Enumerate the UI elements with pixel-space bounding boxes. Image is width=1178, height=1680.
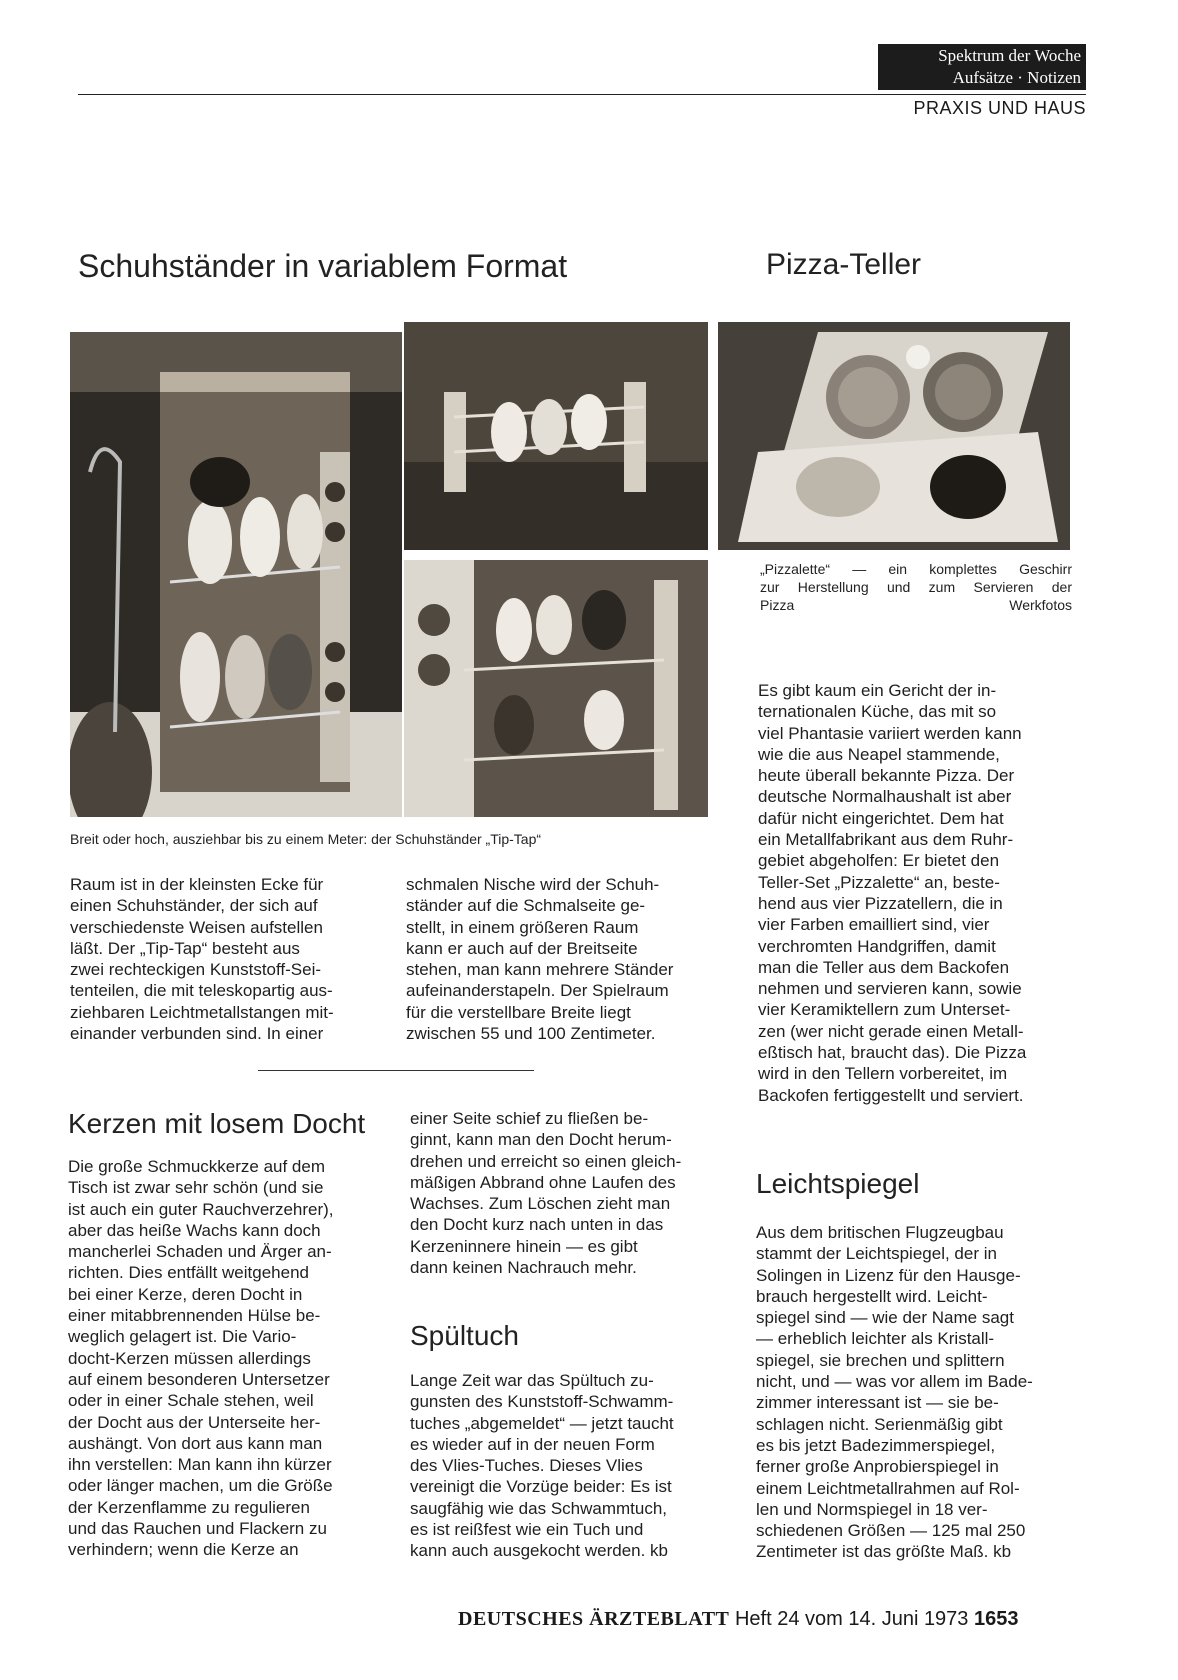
shoe-body-col1: Raum ist in der kleinsten Ecke für einen Schuhständer, der sich auf verschiedenste Weisen aufstellen läßt. Der „Tip-Tap“ besteht aus zwei rechteckigen Kunststoff-Sei- tenteilen, die mit teleskopartig aus- ziehbaren Leichtmetallstangen mit- einander verbunden sind. In einer	[70, 875, 334, 1044]
pizza-body: Es gibt kaum ein Gericht der in- ternationalen Küche, das mit so viel Phantasie variiert werden kann wie die aus Neapel stammende, heute überall bekannte Pizza. Der deutsche Normalhaushalt ist aber dafür nicht eingerichtet. Dem hat ein Metallfabrikant aus dem Ruhr- gebiet abgeholfen: Er bietet den Teller-Set „Pizzalette“ an, beste- hend aus vier Pizzatellern, die in vier Farben emailliert sind, vier verchromten Handgriffen, damit man die Teller aus dem Backofen nehmen und servieren kann, sowie vier Keramiktellern zum Unterset- zen (wer nicht gerade einen Metall- eßtisch hat, braucht das). Die Pizza wird in den Tellern vorbereitet, im Backofen fertiggestellt und serviert.	[758, 681, 1027, 1105]
pizza-set-photo	[718, 322, 1070, 550]
shoe-body-col2: schmalen Nische wird der Schuh- ständer auf die Schmalseite ge- stellt, in einem größeren Raum kann er auch auf der Breitseite stehen, man kann mehrere Ständer aufeinanderstapeln. Der Spielraum für die verstellbare Breite liegt zwischen 55 und 100 Zentimeter.	[406, 875, 674, 1044]
pizza-caption-line3	[760, 596, 1072, 614]
shoe-title: Schuhständer in variablem Format	[78, 248, 568, 284]
footer	[458, 1608, 1068, 1631]
section-badge-line2: Aufsätze · Notizen	[952, 68, 1081, 87]
pizza-caption	[760, 560, 1072, 614]
cloth-title: Spültuch	[410, 1320, 519, 1351]
shoe-rack-stacked-photo	[404, 560, 708, 817]
pizza-caption-line2: zur Herstellung und zum Servieren der	[760, 579, 1072, 595]
issue-info: Heft 24 vom 14. Juni 1973	[734, 1608, 969, 1630]
shoe-rack-wide-photo	[404, 322, 708, 550]
candle-title: Kerzen mit losem Docht	[68, 1108, 366, 1139]
cloth-body: Lange Zeit war das Spültuch zu- gunsten des Kunststoff-Schwamm- tuches „abgemeldet“ — jetzt taucht es wieder auf in der neuen Form des Vlies-Tuches. Dieses Vlies vereinigt die Vorzüge beider: Es ist saugfähig wie das Schwammtuch, es ist reißfest wie ein Tuch und kann auch ausgekocht werden. kb	[410, 1371, 674, 1561]
shoe-rack-tall-photo	[70, 332, 402, 817]
shoe-caption: Breit oder hoch, ausziehbar bis zu einem Meter: der Schuhständer „Tip-Tap“	[70, 831, 542, 847]
mirror-body: Aus dem britischen Flugzeugbau stammt der Leichtspiegel, der in Solingen in Lizenz für den Hausge- brauch hergestellt wird. Leicht- spiegel sind — wie der Name sagt — erheblich leichter als Kristall- spiegel, sie brechen und splittern nicht, und — was vor allem im Bade- zimmer interessant ist — sie be- schlagen nicht. Serienmäßig gibt es bis jetzt Badezimmerspiegel, ferner große Anprobierspiegel in einem Leichtmetallrahmen auf Rol- len und Normspiegel in 18 ver- schiedenen Größen — 125 mal 250 Zentimeter ist das größte Maß. kb	[756, 1223, 1033, 1562]
pizza-title: Pizza-Teller	[766, 248, 922, 281]
section-divider	[258, 1070, 534, 1071]
section-badge-line1: Spektrum der Woche	[938, 46, 1081, 65]
candle-body-col2: einer Seite schief zu fließen be- ginnt, kann man den Docht herum- drehen und erreicht so einen gleich- mäßigen Abbrand ohne Laufen des Wachses. Zum Löschen zieht man den Docht kurz nach unten in das Kerzeninnere hinein — es gibt dann keinen Nachrauch mehr.	[410, 1109, 682, 1278]
section-label: PRAXIS UND HAUS	[913, 98, 1086, 118]
candle-body-col1: Die große Schmuckkerze auf dem Tisch ist zwar sehr schön (und sie ist auch ein guter Rauchverzehrer), aber das heiße Wachs kann doch mancherlei Schaden und Ärger an- richten. Dies entfällt weitgehend bei einer Kerze, deren Docht in einer mitabbrennenden Hülse be- weglich gelagert ist. Die Vario- docht-Kerzen müssen allerdings auf einem besonderen Untersetzer oder in einer Schale stehen, weil der Docht aus der Unterseite her- aushängt. Von dort aus kann man ihn verstellen: Man kann ihn kürzer oder länger machen, um die Größe der Kerzenflamme zu regulieren und das Rauchen und Flackern zu verhindern; wenn die Kerze an	[68, 1157, 334, 1560]
header-rule	[78, 94, 1086, 95]
mirror-title: Leichtspiegel	[756, 1168, 920, 1199]
magazine-name: DEUTSCHES ÄRZTEBLATT	[458, 1608, 730, 1630]
photo-credit: Werkfotos	[1009, 597, 1072, 613]
pizza-caption-line1: „Pizzalette“ — ein komplettes Geschirr	[760, 561, 1072, 577]
page-number: 1653	[974, 1608, 1019, 1630]
section-badge	[878, 44, 1086, 90]
pizza-caption-word: Pizza	[760, 597, 795, 613]
